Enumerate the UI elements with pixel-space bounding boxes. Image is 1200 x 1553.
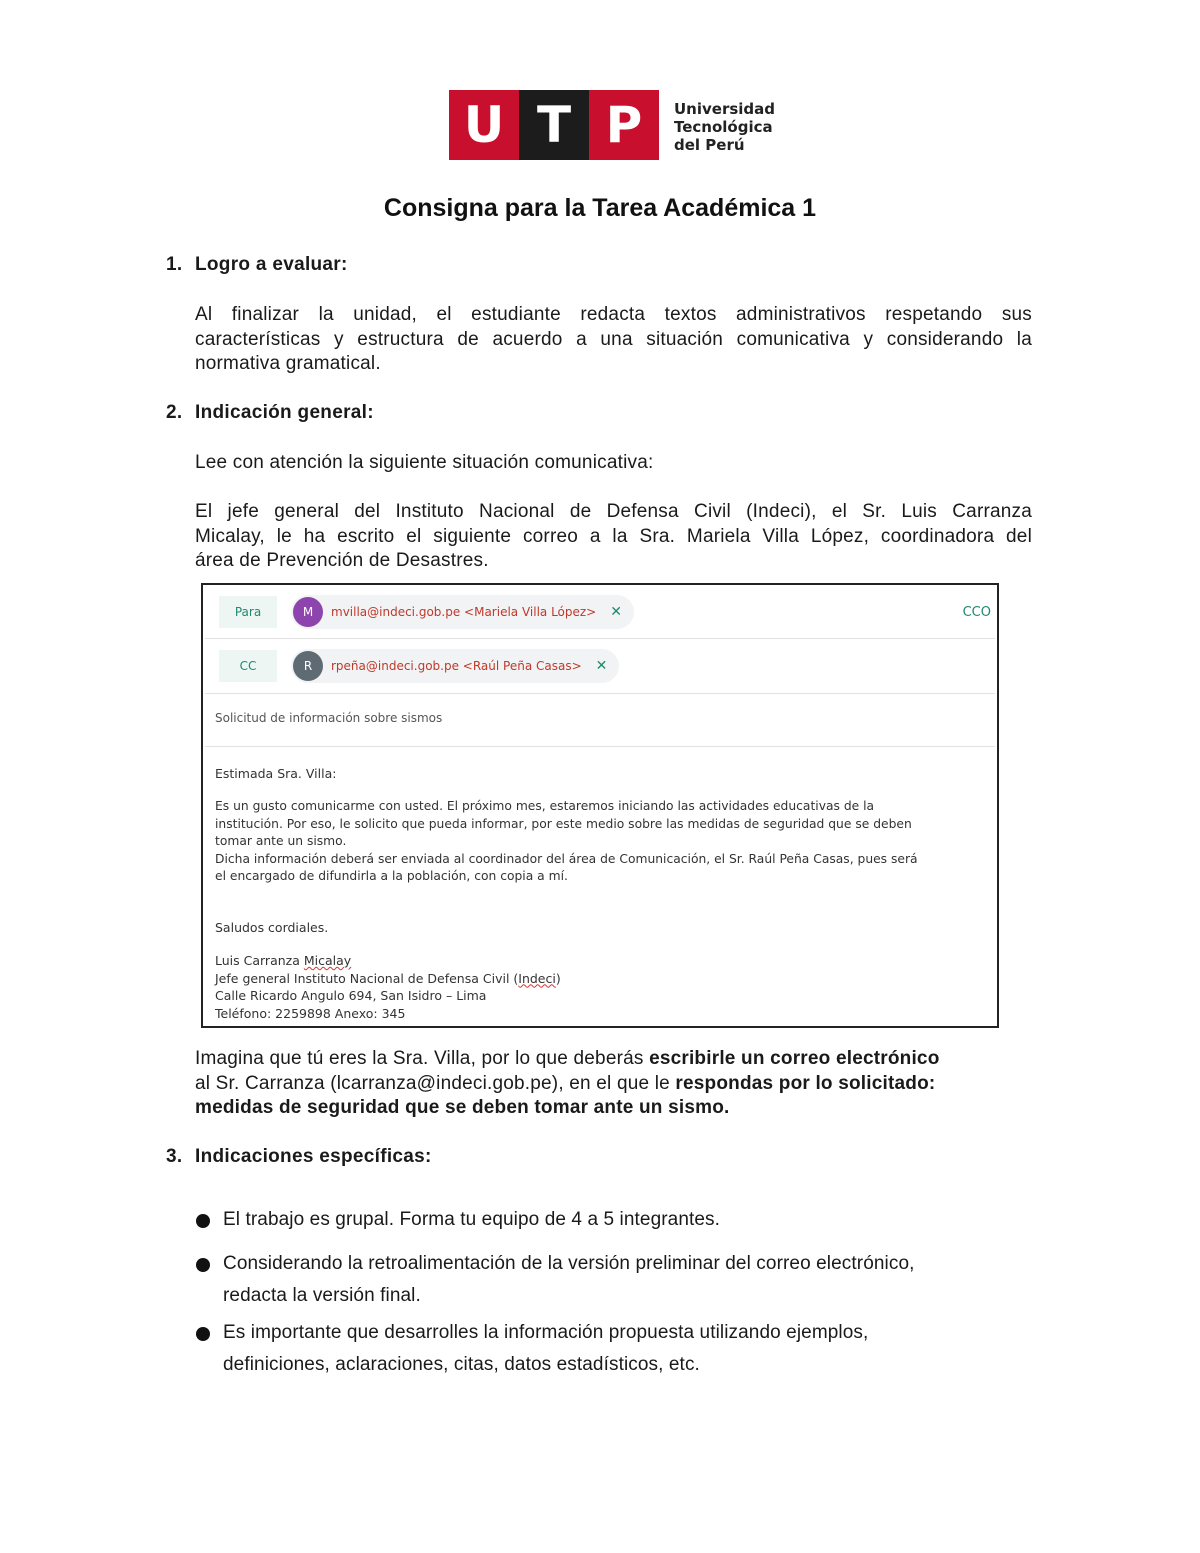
- to-row: [205, 585, 995, 639]
- logo-wordmark: [674, 100, 775, 154]
- avatar: M: [293, 597, 323, 627]
- paragraph-line: área de Prevención de Desastres.: [195, 550, 489, 571]
- paragraph-line: Micalay, le ha escrito el siguiente correo a la Sra. Mariela Villa López, coordinadora del: [195, 525, 1032, 547]
- body-line: Dicha información deberá ser enviada al coordinador del área de Comunicación, el Sr. Raúl Peña Casas, pues será: [215, 851, 918, 866]
- intro-paragraph: Lee con atención la siguiente situación comunicativa:: [195, 452, 654, 473]
- logo-line: del Perú: [674, 136, 745, 154]
- signature-address: Calle Ricardo Angulo 694, San Isidro – Lima: [215, 988, 487, 1003]
- section-number: 1.: [166, 254, 183, 275]
- logo-line: Universidad: [674, 100, 776, 118]
- email-signature: [215, 952, 561, 1022]
- bullet-icon: [196, 1214, 210, 1228]
- email-greeting: Estimada Sra. Villa:: [215, 766, 337, 781]
- to-recipient-chip[interactable]: [291, 595, 634, 629]
- bullet-icon: [196, 1327, 210, 1341]
- avatar: R: [293, 651, 323, 681]
- paragraph-line: El jefe general del Instituto Nacional de Defensa Civil (Indeci), el Sr. Luis Carranza: [195, 501, 1032, 522]
- cc-row: [205, 639, 995, 694]
- cc-address: rpeña@indeci.gob.pe <Raúl Peña Casas>: [331, 659, 582, 673]
- to-label: Para: [219, 596, 277, 628]
- signature-phone: Teléfono: 2259898 Anexo: 345: [215, 1005, 406, 1021]
- paragraph-line: Imagina que tú eres la Sra. Villa, por lo que deberás escribirle un correo electrónico: [195, 1048, 940, 1069]
- signature-name: Luis Carranza Micalay: [215, 953, 352, 968]
- list-item: Es importante que desarrolles la información propuesta utilizando ejemplos, definiciones, aclaraciones, citas, datos estadísticos, etc.: [196, 1317, 1046, 1381]
- section-number: 2.: [166, 402, 183, 423]
- remove-recipient-icon[interactable]: ✕: [610, 604, 622, 620]
- section-number: 3.: [166, 1146, 183, 1167]
- logo-letter-p: P: [589, 90, 659, 160]
- body-line: institución. Por eso, le solicito que pueda informar, por este medio sobre las medidas de seguridad que se deben: [215, 816, 912, 831]
- section-heading-indicacion: [166, 402, 374, 424]
- email-screenshot: [201, 583, 999, 1028]
- section-title: Indicación general:: [195, 402, 374, 423]
- section-title: Logro a evaluar:: [195, 254, 348, 275]
- utp-logo-mark: [449, 90, 659, 160]
- cco-link[interactable]: CCO: [962, 605, 991, 620]
- task-paragraph: [195, 1047, 1032, 1121]
- body-line: el encargado de difundirla a la población, con copia a mí.: [215, 869, 568, 883]
- body-line: Es un gusto comunicarme con usted. El próximo mes, estaremos iniciando las actividades educativas de la: [215, 799, 875, 813]
- cc-recipient-chip[interactable]: [291, 649, 619, 683]
- cc-label: CC: [219, 650, 277, 682]
- paragraph-line: normativa gramatical.: [195, 353, 381, 374]
- list-item: El trabajo es grupal. Forma tu equipo de 4 a 5 integrantes.: [196, 1204, 1046, 1236]
- subject-field[interactable]: Solicitud de información sobre sismos: [215, 711, 443, 725]
- remove-recipient-icon[interactable]: ✕: [595, 658, 608, 674]
- body-line: tomar ante un sismo.: [215, 834, 347, 848]
- section-title: Indicaciones específicas:: [195, 1146, 432, 1167]
- logo-letter-t: T: [519, 90, 589, 160]
- utp-logo: [449, 90, 779, 162]
- context-paragraph: [195, 500, 1032, 574]
- email-body: [215, 798, 918, 886]
- paragraph-line: al Sr. Carranza (lcarranza@indeci.gob.pe), en el que le respondas por lo solicitado:: [195, 1072, 936, 1094]
- paragraph-line: medidas de seguridad que se deben tomar ante un sismo.: [195, 1097, 730, 1118]
- bullet-icon: [196, 1258, 210, 1272]
- section-heading-especificas: [166, 1146, 432, 1168]
- logo-letter-u: U: [449, 90, 519, 160]
- email-closing: Saludos cordiales.: [215, 920, 329, 935]
- section-heading-logro: [166, 254, 348, 276]
- paragraph-line: Al finalizar la unidad, el estudiante redacta textos administrativos respetando sus: [195, 304, 1032, 325]
- logo-line: Tecnológica: [674, 118, 773, 136]
- logro-paragraph: [195, 303, 1032, 377]
- signature-role: Jefe general Instituto Nacional de Defensa Civil (Indeci): [215, 970, 561, 986]
- page-title: Consigna para la Tarea Académica 1: [383, 194, 817, 222]
- list-item: Considerando la retroalimentación de la versión preliminar del correo electrónico, redacta la versión final.: [196, 1248, 1046, 1312]
- paragraph-line: características y estructura de acuerdo a una situación comunicativa y considerando la: [195, 328, 1032, 350]
- to-address: mvilla@indeci.gob.pe <Mariela Villa López>: [331, 605, 597, 619]
